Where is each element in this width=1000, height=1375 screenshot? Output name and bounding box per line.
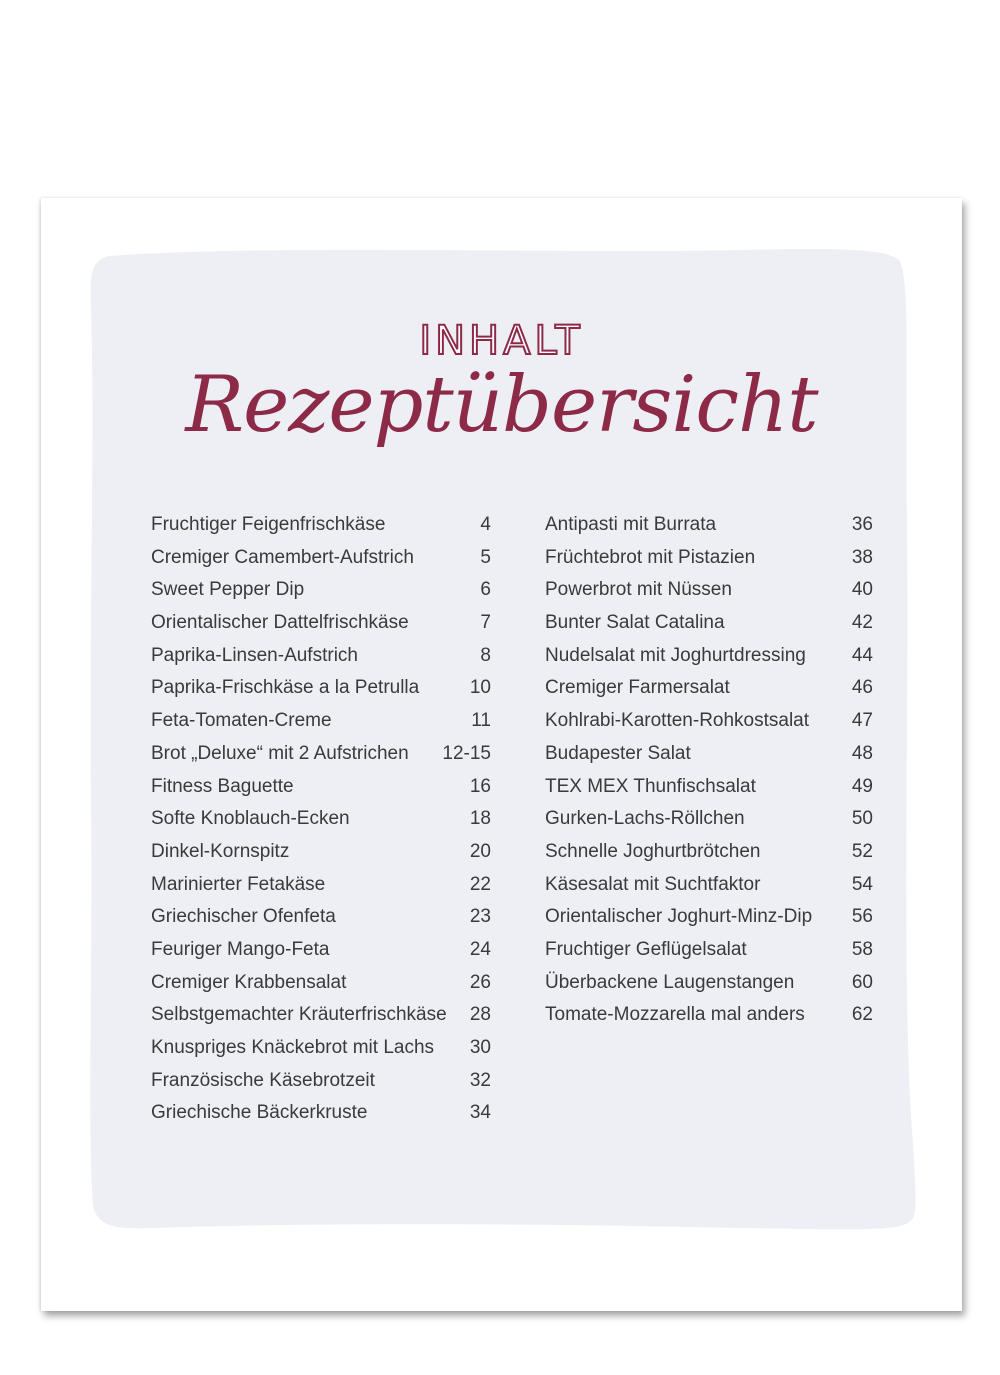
recipe-title: Cremiger Krabbensalat xyxy=(151,971,347,993)
recipe-title: Paprika-Linsen-Aufstrich xyxy=(151,644,358,666)
toc-entry xyxy=(151,1004,491,1037)
recipe-title: Fruchtiger Geflügelsalat xyxy=(545,938,747,960)
toc-entry xyxy=(545,514,873,547)
toc-entry xyxy=(151,874,491,907)
page-number: 58 xyxy=(851,938,873,960)
toc-column-left xyxy=(151,514,491,1135)
toc-entry xyxy=(151,612,491,645)
toc-entry xyxy=(151,1037,491,1070)
page-number: 23 xyxy=(469,906,491,928)
toc-entry xyxy=(151,841,491,874)
toc-entry xyxy=(545,1004,873,1037)
toc-entry xyxy=(151,776,491,809)
recipe-title: Sweet Pepper Dip xyxy=(151,579,305,601)
page-number: 46 xyxy=(851,677,873,699)
recipe-title: Cremiger Farmersalat xyxy=(545,677,730,699)
page-number: 52 xyxy=(851,840,873,862)
toc-entry xyxy=(545,808,873,841)
page-number: 49 xyxy=(851,775,873,797)
page-number: 56 xyxy=(851,906,873,928)
page-number: 18 xyxy=(469,808,491,830)
page-number: 30 xyxy=(469,1037,491,1058)
toc-entry xyxy=(151,1070,491,1103)
page-number: 7 xyxy=(480,612,491,634)
toc-entry xyxy=(545,841,873,874)
recipe-title: Fitness Baguette xyxy=(151,775,294,797)
page-number: 4 xyxy=(480,514,491,535)
recipe-title: Griechische Bäckerkruste xyxy=(151,1102,368,1124)
toc-entry xyxy=(151,808,491,841)
toc-entry xyxy=(151,645,491,678)
toc-entry xyxy=(545,972,873,1005)
book-page xyxy=(41,198,962,1311)
recipe-title: Feuriger Mango-Feta xyxy=(151,938,330,960)
recipe-title: Powerbrot mit Nüssen xyxy=(545,579,732,601)
page-number: 6 xyxy=(480,579,491,601)
page-number: 8 xyxy=(480,644,491,666)
page-title: Rezeptübersicht xyxy=(185,360,818,450)
recipe-title: Früchtebrot mit Pistazien xyxy=(545,546,756,568)
page-number: 22 xyxy=(469,873,491,895)
page-number: 42 xyxy=(851,612,873,634)
toc-entry xyxy=(545,645,873,678)
toc-entry xyxy=(545,710,873,743)
page-number: 26 xyxy=(469,971,491,993)
toc-entry xyxy=(151,1102,491,1135)
recipe-title: Paprika-Frischkäse a la Petrulla xyxy=(151,677,420,699)
toc-entry xyxy=(151,939,491,972)
page-number: 44 xyxy=(851,644,873,666)
recipe-title: Feta-Tomaten-Creme xyxy=(151,710,332,732)
recipe-title: Softe Knoblauch-Ecken xyxy=(151,808,350,830)
recipe-title: Antipasti mit Burrata xyxy=(545,514,717,535)
toc-entry xyxy=(545,612,873,645)
recipe-title: Käsesalat mit Suchtfaktor xyxy=(545,873,761,895)
recipe-title: Schnelle Joghurtbrötchen xyxy=(545,840,761,862)
recipe-title: Gurken-Lachs-Röllchen xyxy=(545,808,745,830)
page-number: 10 xyxy=(469,677,491,699)
toc-entry xyxy=(151,743,491,776)
page-number: 12-15 xyxy=(442,742,491,764)
recipe-title: Fruchtiger Feigenfrischkäse xyxy=(151,514,386,535)
page-number: 50 xyxy=(851,808,873,830)
section-kicker: INHALT xyxy=(419,318,584,364)
toc-entry xyxy=(151,547,491,580)
page-number: 60 xyxy=(851,971,873,993)
recipe-title: Knuspriges Knäckebrot mit Lachs xyxy=(151,1037,435,1058)
recipe-title: Französische Käsebrotzeit xyxy=(151,1069,375,1091)
toc-entry xyxy=(151,579,491,612)
toc-entry xyxy=(545,939,873,972)
recipe-title: Cremiger Camembert-Aufstrich xyxy=(151,546,414,568)
toc-entry xyxy=(545,776,873,809)
page-number: 38 xyxy=(851,546,873,568)
toc-entry xyxy=(545,579,873,612)
toc-entry xyxy=(545,677,873,710)
page-number: 11 xyxy=(471,710,491,732)
recipe-title: Orientalischer Dattelfrischkäse xyxy=(151,612,409,634)
page-number: 48 xyxy=(851,742,873,764)
page-number: 5 xyxy=(480,546,491,568)
toc-entry xyxy=(151,514,491,547)
toc-entry xyxy=(151,677,491,710)
recipe-title: Dinkel-Kornspitz xyxy=(151,840,290,862)
recipe-title: Marinierter Fetakäse xyxy=(151,873,326,895)
page-number: 28 xyxy=(469,1004,491,1026)
toc-entry xyxy=(545,743,873,776)
recipe-title: Budapester Salat xyxy=(545,742,691,764)
page-number: 62 xyxy=(851,1004,873,1026)
toc-entry xyxy=(151,972,491,1005)
page-number: 47 xyxy=(851,710,873,732)
toc-column-right xyxy=(545,514,873,1037)
toc-entry xyxy=(151,710,491,743)
recipe-title: Nudelsalat mit Joghurtdressing xyxy=(545,644,806,666)
recipe-title: Griechischer Ofenfeta xyxy=(151,906,336,928)
page-number: 24 xyxy=(469,938,491,960)
recipe-title: Brot „Deluxe“ mit 2 Aufstrichen xyxy=(151,742,409,764)
recipe-title: Überbackene Laugenstangen xyxy=(545,971,795,993)
page-number: 34 xyxy=(469,1102,491,1124)
page-number: 16 xyxy=(469,775,491,797)
toc-entry xyxy=(545,547,873,580)
page-number: 20 xyxy=(469,840,491,862)
toc-entry xyxy=(545,874,873,907)
recipe-title: Orientalischer Joghurt-Minz-Dip xyxy=(545,906,813,928)
recipe-title: TEX MEX Thunfischsalat xyxy=(545,775,756,797)
toc-entry xyxy=(151,906,491,939)
toc-entry xyxy=(545,906,873,939)
page-number: 36 xyxy=(851,514,873,535)
recipe-title: Tomate-Mozzarella mal anders xyxy=(545,1004,805,1026)
recipe-title: Kohlrabi-Karotten-Rohkostsalat xyxy=(545,710,810,732)
page-number: 40 xyxy=(851,579,873,601)
page-number: 54 xyxy=(851,873,873,895)
page-number: 32 xyxy=(469,1069,491,1091)
recipe-title: Bunter Salat Catalina xyxy=(545,612,725,634)
recipe-title: Selbstgemachter Kräuterfrischkäse xyxy=(151,1004,447,1026)
